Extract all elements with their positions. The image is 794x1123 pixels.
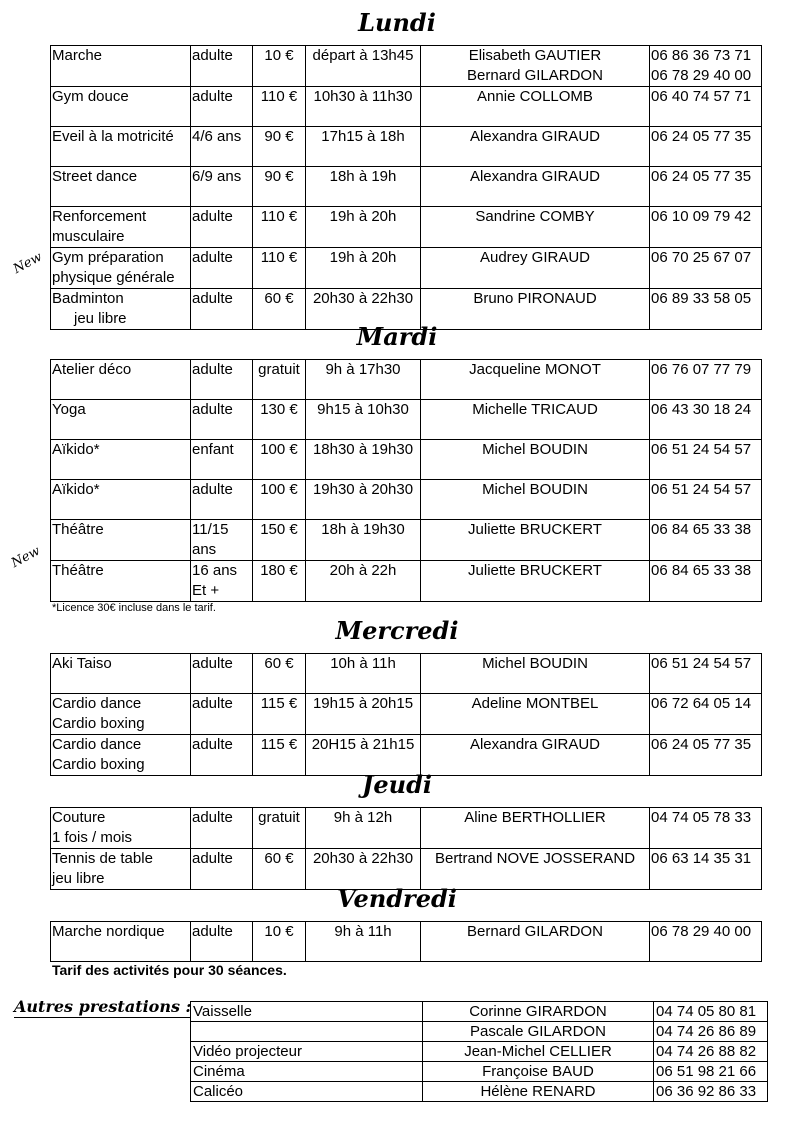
service-name xyxy=(191,1022,423,1042)
audience-cell xyxy=(191,289,253,330)
hours-cell: 19h à 20h xyxy=(306,248,421,289)
audience: adulte xyxy=(192,47,233,64)
day-heading-mercredi: Mercredi xyxy=(335,616,459,645)
audience-cell xyxy=(191,127,253,167)
phone-cell xyxy=(650,561,762,602)
hours-cell: 9h à 12h xyxy=(306,808,421,849)
activity-name: Street dance xyxy=(52,168,138,185)
schedule-row xyxy=(51,207,762,248)
activity-cell xyxy=(51,289,191,330)
phone-cell xyxy=(650,360,762,400)
hours-cell: 19h15 à 20h15 xyxy=(306,694,421,735)
activity-name: Cardio boxing xyxy=(52,756,145,773)
hours-cell: 9h à 17h30 xyxy=(306,360,421,400)
phone-number: 06 51 24 54 57 xyxy=(651,481,752,498)
activity-name: Cardio dance xyxy=(52,695,142,712)
audience: adulte xyxy=(192,88,233,105)
phone-cell xyxy=(650,167,762,207)
phone-cell xyxy=(650,694,762,735)
hours-cell: 20h à 22h xyxy=(306,561,421,602)
contact-name: Bernard GILARDON xyxy=(467,67,603,84)
contact-name: Juliette BRUCKERT xyxy=(468,562,602,579)
contact-name-cell xyxy=(421,127,650,167)
price-cell: 60 € xyxy=(253,654,306,694)
schedule-row xyxy=(51,167,762,207)
phone-number: 06 24 05 77 35 xyxy=(651,168,752,185)
contact-name: Michel BOUDIN xyxy=(482,655,588,672)
audience-cell xyxy=(191,167,253,207)
activity-cell xyxy=(51,694,191,735)
contact-name: Bertrand NOVE JOSSERAND xyxy=(434,850,636,867)
day-heading-lundi: Lundi xyxy=(358,8,436,37)
phone-cell xyxy=(650,289,762,330)
phone-number: 06 24 05 77 35 xyxy=(651,736,752,753)
contact-name: Juliette BRUCKERT xyxy=(468,521,602,538)
activity-name: jeu libre xyxy=(52,870,105,887)
audience-cell xyxy=(191,849,253,890)
autres-row xyxy=(191,1042,768,1062)
hours-cell: 10h30 à 11h30 xyxy=(306,87,421,127)
schedule-table-vendredi xyxy=(50,921,762,962)
price-cell: 60 € xyxy=(253,289,306,330)
hours-cell: 17h15 à 18h xyxy=(306,127,421,167)
activity-name: Gym douce xyxy=(52,88,129,105)
schedule-row xyxy=(51,400,762,440)
contact-name-cell xyxy=(421,440,650,480)
activity-cell xyxy=(51,87,191,127)
phone-number: 06 36 92 86 33 xyxy=(654,1082,768,1102)
audience: adulte xyxy=(192,481,233,498)
contact-name: Adeline MONTBEL xyxy=(471,695,599,712)
audience-cell xyxy=(191,520,253,561)
price-cell: 100 € xyxy=(253,480,306,520)
day-heading-vendredi: Vendredi xyxy=(337,884,457,913)
audience: adulte xyxy=(192,695,233,712)
audience: adulte xyxy=(192,290,233,307)
activity-name: Marche xyxy=(52,47,103,64)
contact-name: Bruno PIRONAUD xyxy=(473,290,597,307)
contact-name-cell xyxy=(421,167,650,207)
audience-cell xyxy=(191,46,253,87)
contact-name-cell xyxy=(421,480,650,520)
hours-cell: 18h à 19h30 xyxy=(306,520,421,561)
contact-name: Michel BOUDIN xyxy=(482,441,588,458)
phone-number: 06 89 33 58 05 xyxy=(651,290,752,307)
schedule-row xyxy=(51,654,762,694)
activity-cell xyxy=(51,400,191,440)
contact-name-cell xyxy=(421,654,650,694)
contact-name: Corinne GIRARDON xyxy=(423,1002,654,1022)
phone-number: 06 40 74 57 71 xyxy=(651,88,752,105)
contact-name: Michelle TRICAUD xyxy=(472,401,598,418)
contact-name-cell xyxy=(421,922,650,962)
schedule-row xyxy=(51,87,762,127)
hours-cell: 20H15 à 21h15 xyxy=(306,735,421,776)
activity-name: 1 fois / mois xyxy=(52,829,133,846)
audience-cell xyxy=(191,440,253,480)
phone-number: 04 74 26 86 89 xyxy=(654,1022,768,1042)
audience: ans xyxy=(192,541,217,558)
audience: 4/6 ans xyxy=(192,128,242,145)
contact-name: Jacqueline MONOT xyxy=(469,361,601,378)
audience: adulte xyxy=(192,736,233,753)
activity-cell xyxy=(51,360,191,400)
schedule-row xyxy=(51,248,762,289)
schedule-table-mardi xyxy=(50,359,762,602)
phone-cell xyxy=(650,922,762,962)
price-cell: 115 € xyxy=(253,694,306,735)
audience: adulte xyxy=(192,361,233,378)
phone-number: 06 51 24 54 57 xyxy=(651,441,752,458)
schedule-row xyxy=(51,440,762,480)
schedule-row xyxy=(51,360,762,400)
activity-cell xyxy=(51,561,191,602)
contact-name: Hélène RENARD xyxy=(423,1082,654,1102)
contact-name-cell xyxy=(421,808,650,849)
activity-cell xyxy=(51,520,191,561)
activity-cell xyxy=(51,808,191,849)
price-cell: 130 € xyxy=(253,400,306,440)
hours-cell: 19h30 à 20h30 xyxy=(306,480,421,520)
activity-cell xyxy=(51,248,191,289)
service-name: Calicéo xyxy=(191,1082,423,1102)
autres-prestations-table xyxy=(190,1001,768,1102)
price-cell: 90 € xyxy=(253,127,306,167)
phone-cell xyxy=(650,87,762,127)
schedule-row xyxy=(51,808,762,849)
phone-number: 06 84 65 33 38 xyxy=(651,562,752,579)
phone-cell xyxy=(650,520,762,561)
activity-name: Yoga xyxy=(52,401,86,418)
price-cell: 90 € xyxy=(253,167,306,207)
audience: adulte xyxy=(192,401,233,418)
price-cell: gratuit xyxy=(253,808,306,849)
contact-name: Pascale GILARDON xyxy=(423,1022,654,1042)
autres-row xyxy=(191,1082,768,1102)
hours-cell: 9h à 11h xyxy=(306,922,421,962)
autres-row xyxy=(191,1002,768,1022)
schedule-row xyxy=(51,922,762,962)
phone-cell xyxy=(650,440,762,480)
activity-cell xyxy=(51,735,191,776)
contact-name: Annie COLLOMB xyxy=(477,88,593,105)
activity-cell xyxy=(51,167,191,207)
schedule-table-lundi xyxy=(50,45,762,330)
contact-name: Michel BOUDIN xyxy=(482,481,588,498)
hours-cell: 19h à 20h xyxy=(306,207,421,248)
price-cell: 100 € xyxy=(253,440,306,480)
phone-number: 06 84 65 33 38 xyxy=(651,521,752,538)
contact-name-cell xyxy=(421,248,650,289)
activity-cell xyxy=(51,480,191,520)
activity-name: Couture xyxy=(52,809,106,826)
schedule-row xyxy=(51,127,762,167)
activity-cell xyxy=(51,654,191,694)
schedule-table-jeudi xyxy=(50,807,762,890)
activity-name: musculaire xyxy=(52,228,125,245)
activity-cell xyxy=(51,127,191,167)
phone-number: 06 72 64 05 14 xyxy=(651,695,752,712)
phone-number: 06 51 24 54 57 xyxy=(651,655,752,672)
phone-number: 06 24 05 77 35 xyxy=(651,128,752,145)
phone-cell xyxy=(650,400,762,440)
contact-name: Françoise BAUD xyxy=(423,1062,654,1082)
activity-name: Atelier déco xyxy=(52,361,132,378)
audience: adulte xyxy=(192,850,233,867)
phone-number: 06 63 14 35 31 xyxy=(651,850,752,867)
licence-note: *Licence 30€ incluse dans le tarif. xyxy=(52,602,216,614)
contact-name-cell xyxy=(421,735,650,776)
phone-number: 06 76 07 77 79 xyxy=(651,361,752,378)
tarif-note: Tarif des activités pour 30 séances. xyxy=(52,962,287,978)
autres-prestations-title: Autres prestations : xyxy=(14,997,192,1016)
activity-name: Renforcement xyxy=(52,208,147,225)
phone-number: 04 74 26 88 82 xyxy=(654,1042,768,1062)
phone-cell xyxy=(650,46,762,87)
audience-cell xyxy=(191,922,253,962)
activity-name: Aki Taiso xyxy=(52,655,112,672)
schedule-row xyxy=(51,694,762,735)
phone-cell xyxy=(650,849,762,890)
price-cell: 110 € xyxy=(253,248,306,289)
audience-cell xyxy=(191,735,253,776)
price-cell: 110 € xyxy=(253,207,306,248)
phone-number: 06 86 36 73 71 xyxy=(651,47,752,64)
schedule-row xyxy=(51,561,762,602)
hours-cell: 10h à 11h xyxy=(306,654,421,694)
phone-number: 04 74 05 78 33 xyxy=(651,809,752,826)
activity-cell xyxy=(51,849,191,890)
contact-name: Elisabeth GAUTIER xyxy=(468,47,602,64)
audience: 16 ans xyxy=(192,562,238,579)
new-marker: New xyxy=(8,543,43,571)
audience-cell xyxy=(191,561,253,602)
contact-name: Alexandra GIRAUD xyxy=(469,168,601,185)
contact-name-cell xyxy=(421,849,650,890)
contact-name-cell xyxy=(421,520,650,561)
phone-number: 06 78 29 40 00 xyxy=(651,923,752,940)
phone-number: 06 10 09 79 42 xyxy=(651,208,752,225)
contact-name-cell xyxy=(421,207,650,248)
audience-cell xyxy=(191,87,253,127)
phone-cell xyxy=(650,808,762,849)
hours-cell: 20h30 à 22h30 xyxy=(306,289,421,330)
contact-name: Alexandra GIRAUD xyxy=(469,128,601,145)
contact-name-cell xyxy=(421,46,650,87)
audience-cell xyxy=(191,694,253,735)
schedule-row xyxy=(51,735,762,776)
phone-cell xyxy=(650,735,762,776)
phone-cell xyxy=(650,654,762,694)
activity-name: Eveil à la motricité xyxy=(52,128,174,145)
contact-name: Aline BERTHOLLIER xyxy=(464,809,606,826)
contact-name-cell xyxy=(421,694,650,735)
price-cell: 10 € xyxy=(253,46,306,87)
phone-number: 06 70 25 67 07 xyxy=(651,249,752,266)
hours-cell: 20h30 à 22h30 xyxy=(306,849,421,890)
audience: 6/9 ans xyxy=(192,168,242,185)
contact-name: Alexandra GIRAUD xyxy=(469,736,601,753)
new-marker: New xyxy=(10,249,45,277)
contact-name-cell xyxy=(421,360,650,400)
phone-number: 04 74 05 80 81 xyxy=(654,1002,768,1022)
audience-cell xyxy=(191,654,253,694)
audience: adulte xyxy=(192,923,233,940)
activity-cell xyxy=(51,46,191,87)
audience-cell xyxy=(191,248,253,289)
price-cell: 60 € xyxy=(253,849,306,890)
day-heading-jeudi: Jeudi xyxy=(362,770,432,799)
phone-number: 06 78 29 40 00 xyxy=(651,67,752,84)
schedule-row xyxy=(51,480,762,520)
phone-cell xyxy=(650,480,762,520)
contact-name-cell xyxy=(421,400,650,440)
price-cell: 110 € xyxy=(253,87,306,127)
phone-number: 06 51 98 21 66 xyxy=(654,1062,768,1082)
schedule-row xyxy=(51,289,762,330)
price-cell: 115 € xyxy=(253,735,306,776)
phone-cell xyxy=(650,127,762,167)
audience: adulte xyxy=(192,809,233,826)
activity-name: Cardio dance xyxy=(52,736,142,753)
audience: adulte xyxy=(192,249,233,266)
service-name: Vidéo projecteur xyxy=(191,1042,423,1062)
schedule-row xyxy=(51,849,762,890)
contact-name: Sandrine COMBY xyxy=(475,208,595,225)
activity-cell xyxy=(51,207,191,248)
price-cell: 150 € xyxy=(253,520,306,561)
phone-number: 06 43 30 18 24 xyxy=(651,401,752,418)
activity-name: Tennis de table xyxy=(52,850,153,867)
price-cell: 180 € xyxy=(253,561,306,602)
activity-name: Théâtre xyxy=(52,521,104,538)
contact-name-cell xyxy=(421,289,650,330)
audience-cell xyxy=(191,360,253,400)
activity-name: Aïkido* xyxy=(52,481,100,498)
activity-name: Badminton xyxy=(52,290,124,307)
contact-name: Audrey GIRAUD xyxy=(479,249,591,266)
activity-name: Gym préparation xyxy=(52,249,164,266)
contact-name: Bernard GILARDON xyxy=(467,923,603,940)
hours-cell: 18h30 à 19h30 xyxy=(306,440,421,480)
autres-row xyxy=(191,1022,768,1042)
contact-name-cell xyxy=(421,87,650,127)
activity-cell xyxy=(51,440,191,480)
audience-cell xyxy=(191,480,253,520)
contact-name-cell xyxy=(421,561,650,602)
activity-name: Cardio boxing xyxy=(52,715,145,732)
activity-name: jeu libre xyxy=(74,310,127,327)
hours-cell: départ à 13h45 xyxy=(306,46,421,87)
price-cell: gratuit xyxy=(253,360,306,400)
audience: enfant xyxy=(192,441,234,458)
audience-cell xyxy=(191,808,253,849)
day-heading-mardi: Mardi xyxy=(356,322,438,351)
audience: Et + xyxy=(192,582,220,599)
activity-name: Théâtre xyxy=(52,562,104,579)
audience-cell xyxy=(191,207,253,248)
schedule-row xyxy=(51,46,762,87)
hours-cell: 9h15 à 10h30 xyxy=(306,400,421,440)
contact-name: Jean-Michel CELLIER xyxy=(423,1042,654,1062)
phone-cell xyxy=(650,207,762,248)
hours-cell: 18h à 19h xyxy=(306,167,421,207)
audience: adulte xyxy=(192,208,233,225)
service-name: Cinéma xyxy=(191,1062,423,1082)
activity-name: Marche nordique xyxy=(52,923,165,940)
schedule-table-mercredi xyxy=(50,653,762,776)
audience: 11/15 xyxy=(192,521,229,538)
phone-cell xyxy=(650,248,762,289)
activity-name: physique générale xyxy=(52,269,175,286)
autres-row xyxy=(191,1062,768,1082)
activity-name: Aïkido* xyxy=(52,441,100,458)
price-cell: 10 € xyxy=(253,922,306,962)
service-name: Vaisselle xyxy=(191,1002,423,1022)
audience: adulte xyxy=(192,655,233,672)
schedule-row xyxy=(51,520,762,561)
audience-cell xyxy=(191,400,253,440)
activity-cell xyxy=(51,922,191,962)
